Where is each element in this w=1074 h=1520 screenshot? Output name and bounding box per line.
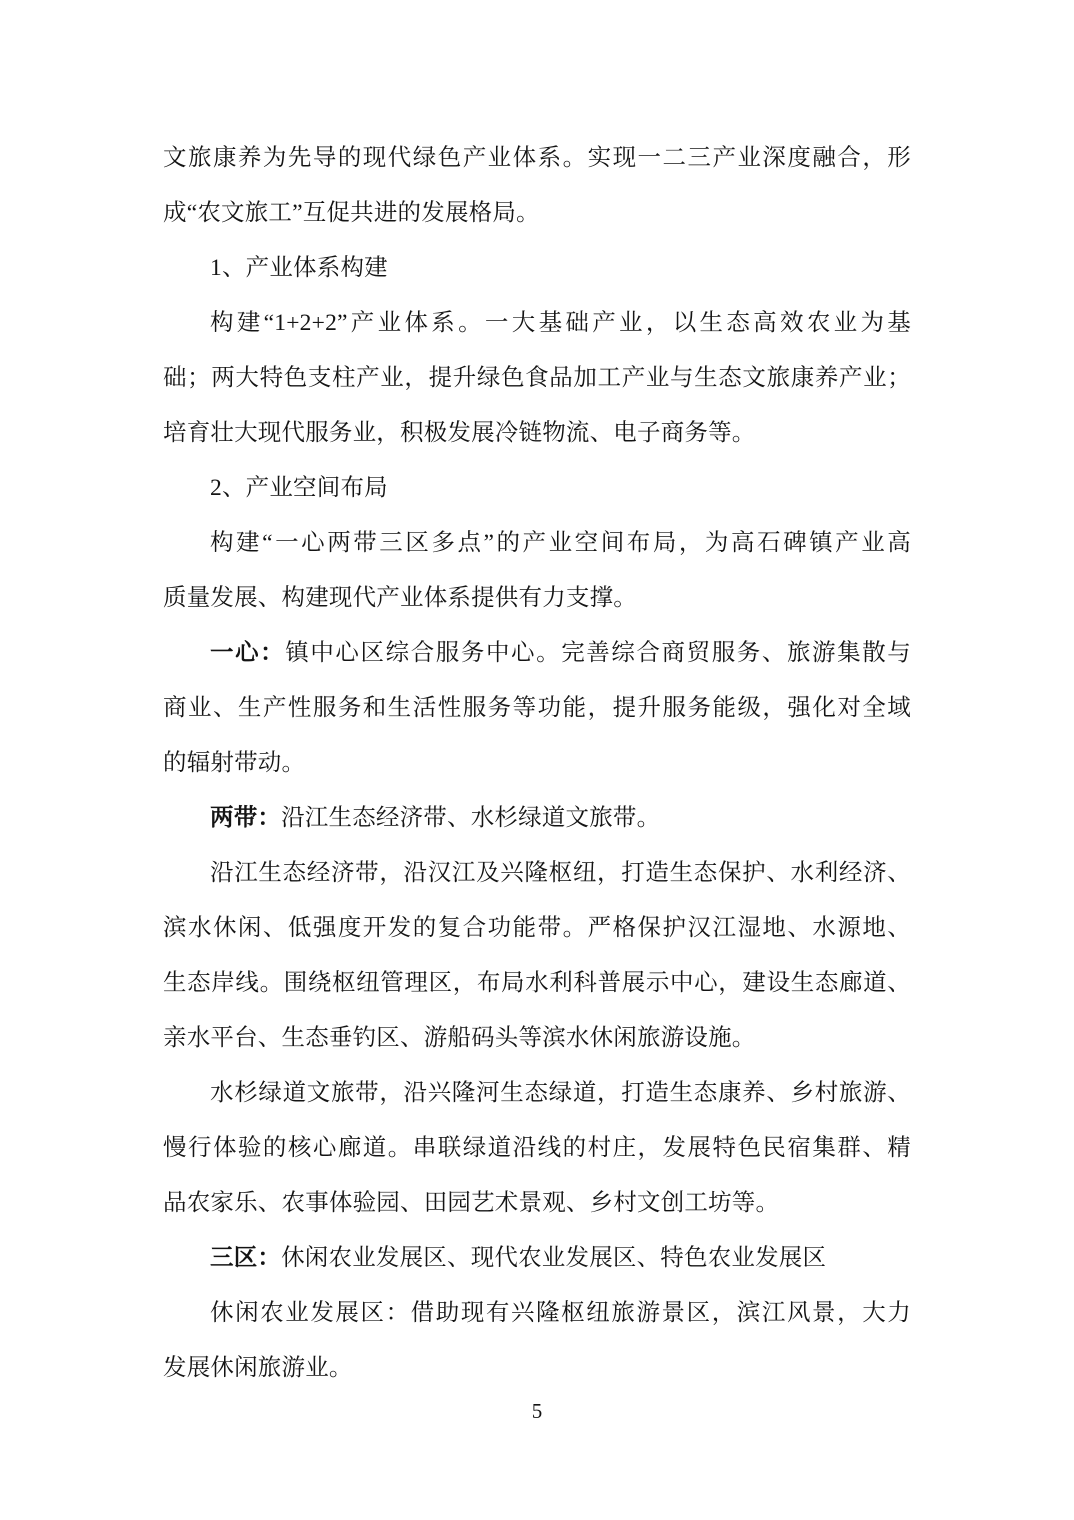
page-number: 5 (531, 1399, 543, 1423)
text-line: 质量发展、构建现代产业体系提供有力支撑。 (163, 585, 637, 611)
text-line: 三区：休闲农业发展区、现代农业发展区、特色农业发展区 (210, 1245, 827, 1271)
paragraph (163, 626, 911, 791)
bold-lead: 三区： (210, 1245, 282, 1271)
text-line: 生态岸线。围绕枢纽管理区，布局水利科普展示中心，建设生态廊道、 (163, 970, 911, 996)
paragraph (163, 791, 911, 846)
text-line: 成“农文旅工”互促共进的发展格局。 (163, 200, 540, 226)
text-line: 1、产业体系构建 (210, 255, 388, 281)
paragraph (163, 1066, 911, 1231)
bold-lead: 一心： (210, 640, 286, 666)
text-line: 商业、生产性服务和生活性服务等功能，提升服务能级，强化对全域 (163, 695, 911, 721)
text-line: 培育壮大现代服务业，积极发展冷链物流、电子商务等。 (163, 420, 756, 446)
paragraph (163, 1286, 911, 1396)
text-line: 2、产业空间布局 (210, 475, 388, 501)
text-line: 构建“一心两带三区多点”的产业空间布局，为高石碑镇产业高 (210, 530, 911, 556)
paragraph (163, 241, 911, 296)
paragraph (163, 1231, 911, 1286)
bold-lead: 两带： (210, 805, 282, 831)
text-line: 发展休闲旅游业。 (163, 1355, 353, 1381)
text-line: 水杉绿道文旅带，沿兴隆河生态绿道，打造生态康养、乡村旅游、 (210, 1080, 911, 1106)
text-line: 文旅康养为先导的现代绿色产业体系。实现一二三产业深度融合，形 (163, 145, 911, 171)
text-line: 构建“1+2+2”产业体系。一大基础产业，以生态高效农业为基 (210, 310, 911, 336)
text-line: 亲水平台、生态垂钓区、游船码头等滨水休闲旅游设施。 (163, 1025, 756, 1051)
paragraph (163, 461, 911, 516)
paragraph (163, 131, 911, 241)
text-line: 两带：沿江生态经济带、水杉绿道文旅带。 (210, 805, 661, 831)
paragraph (163, 296, 911, 461)
text-line: 础；两大特色支柱产业，提升绿色食品加工产业与生态文旅康养产业； (163, 365, 911, 391)
text-line: 的辐射带动。 (163, 750, 306, 776)
text-line: 休闲农业发展区：借助现有兴隆枢纽旅游景区，滨江风景，大力 (210, 1300, 911, 1326)
paragraph (163, 846, 911, 1066)
text-line: 滨水休闲、低强度开发的复合功能带。严格保护汉江湿地、水源地、 (163, 915, 911, 941)
paragraph (163, 516, 911, 626)
text-line: 品农家乐、农事体验园、田园艺术景观、乡村文创工坊等。 (163, 1190, 780, 1216)
text-line: 一心：镇中心区综合服务中心。完善综合商贸服务、旅游集散与 (210, 640, 911, 666)
document-body (163, 131, 911, 1396)
text-line: 慢行体验的核心廊道。串联绿道沿线的村庄，发展特色民宿集群、精 (163, 1135, 911, 1161)
text-line: 沿江生态经济带，沿汉江及兴隆枢纽，打造生态保护、水利经济、 (210, 860, 911, 886)
